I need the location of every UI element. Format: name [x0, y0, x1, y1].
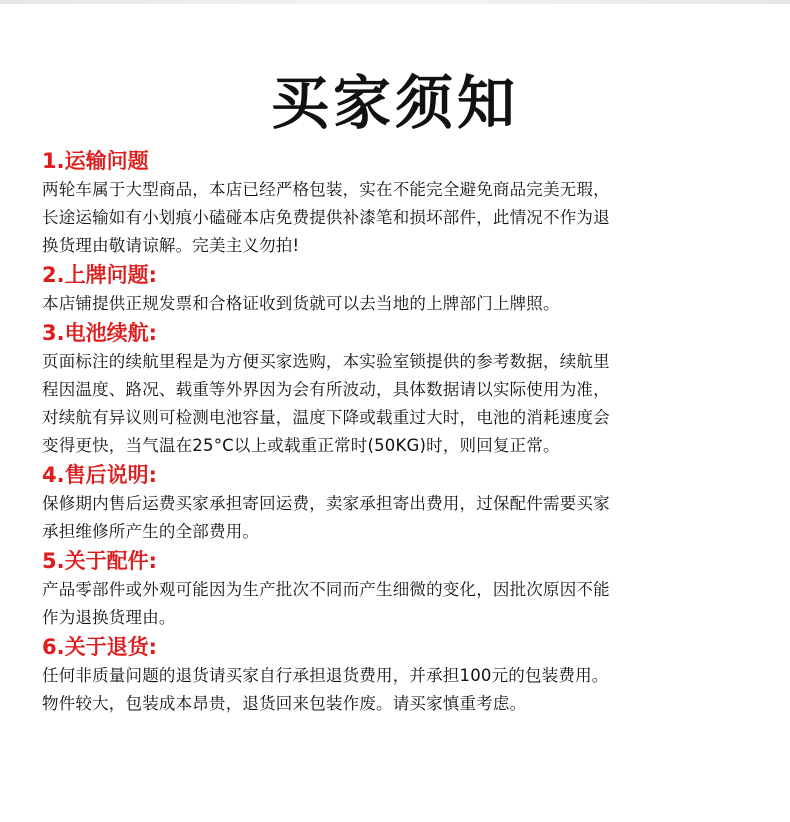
top-divider — [0, 0, 790, 4]
body-text-line: 对续航有异议则可检测电池容量，温度下降或载重过大时，电池的消耗速度会 — [42, 408, 610, 427]
section-body — [42, 490, 752, 546]
section-heading: 2.上牌问题: — [42, 263, 157, 287]
notice-section — [42, 260, 752, 318]
body-text-line: 页面标注的续航里程是为方便买家选购，本实验室锁提供的参考数据，续航里 — [42, 352, 610, 371]
body-text-line: 任何非质量问题的退货请买家自行承担退货费用，并承担100元的包装费用。 — [42, 666, 609, 685]
page-title: 买家须知 — [270, 68, 519, 137]
section-body — [42, 176, 752, 260]
section-heading: 1.运输问题 — [42, 149, 149, 173]
body-text-line: 换货理由敬请谅解。完美主义勿拍! — [42, 236, 300, 255]
section-body — [42, 290, 752, 318]
section-heading: 4.售后说明: — [42, 463, 157, 487]
notice-section — [42, 632, 752, 718]
notice-section — [42, 460, 752, 546]
section-body — [42, 576, 752, 632]
body-text-line: 作为退换货理由。 — [42, 608, 176, 627]
section-body — [42, 662, 752, 718]
body-text-line: 变得更快，当气温在25°C以上或载重正常时(50KG)时，则回复正常。 — [42, 436, 560, 455]
body-text-line: 两轮车属于大型商品，本店已经严格包装，实在不能完全避免商品完美无瑕， — [42, 180, 610, 199]
body-text-line: 长途运输如有小划痕小磕碰本店免费提供补漆笔和损坏部件，此情况不作为退 — [42, 208, 610, 227]
body-text-line: 本店铺提供正规发票和合格证收到货就可以去当地的上牌部门上牌照。 — [42, 294, 560, 313]
body-text-line: 承担维修所产生的全部费用。 — [42, 522, 260, 541]
body-text-line: 物件较大，包装成本昂贵，退货回来包装作废。请买家慎重考虑。 — [42, 694, 527, 713]
notice-section — [42, 546, 752, 632]
body-text-line: 保修期内售后运费买家承担寄回运费，卖家承担寄出费用，过保配件需要买家 — [42, 494, 610, 513]
section-heading: 6.关于退货: — [42, 635, 157, 659]
notice-content — [42, 146, 752, 718]
section-body — [42, 348, 752, 460]
body-text-line: 产品零部件或外观可能因为生产批次不同而产生细微的变化，因批次原因不能 — [42, 580, 610, 599]
body-text-line: 程因温度、路况、载重等外界因为会有所波动，具体数据请以实际使用为准， — [42, 380, 610, 399]
notice-section — [42, 146, 752, 260]
section-heading: 3.电池续航: — [42, 321, 157, 345]
notice-section — [42, 318, 752, 460]
section-heading: 5.关于配件: — [42, 549, 157, 573]
